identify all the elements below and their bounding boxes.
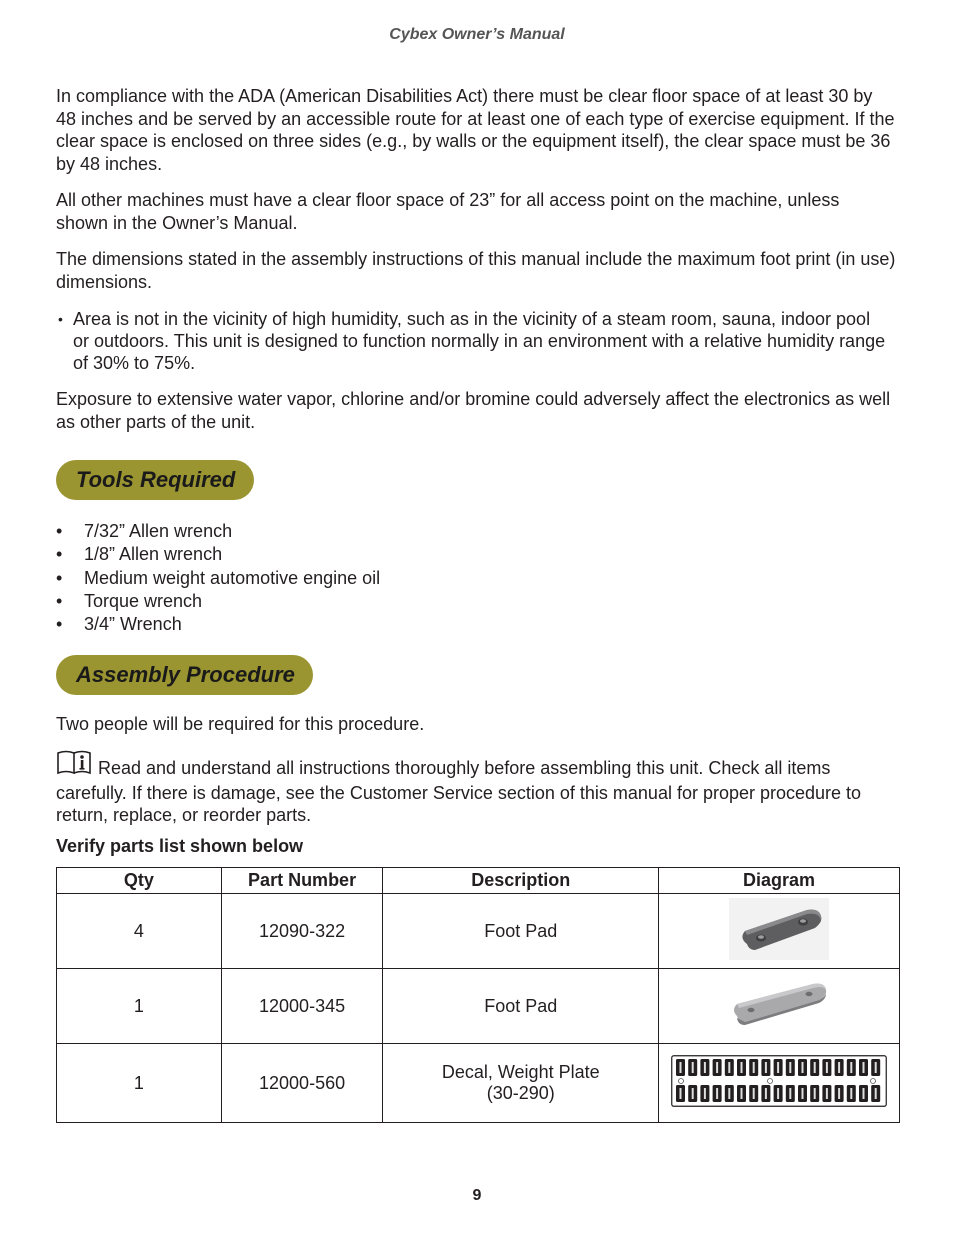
decal-tile-mark — [692, 1062, 694, 1073]
decal-tile-mark — [692, 1088, 694, 1099]
part-number-cell: 12000-345 — [221, 969, 383, 1044]
qty-cell: 1 — [57, 1044, 222, 1123]
qty-cell: 4 — [57, 894, 222, 969]
table-row — [57, 1044, 900, 1123]
decal-tile-mark — [753, 1062, 755, 1073]
decal-tile-mark — [765, 1088, 767, 1099]
diagram-cell — [659, 894, 900, 969]
tool-item: • 1/8” Allen wrench — [56, 544, 223, 565]
part-number-cell: 12000-560 — [221, 1044, 383, 1123]
decal-tile-mark — [814, 1062, 816, 1073]
column-header-diagram: Diagram — [659, 868, 900, 894]
manual-info-icon — [56, 749, 94, 782]
tool-item: • Medium weight automotive engine oil — [56, 567, 381, 588]
weight-plate-decal-image — [671, 1055, 887, 1107]
decal-tile-mark — [850, 1088, 852, 1099]
decal-tile-mark — [814, 1088, 816, 1099]
page-number: 9 — [472, 1187, 482, 1204]
table-row — [57, 894, 900, 969]
decal-tile-mark — [838, 1088, 840, 1099]
humidity-bullet-text: Area is not in the vicinity of high humidity, such as in the vicinity of a steam room, sauna, indoor pool or outdoors. This unit is designed to function normally in an environment with a relative humidity range of 30% to 75%. — [73, 309, 886, 373]
verify-parts-heading: Verify parts list shown below — [56, 836, 304, 856]
description-cell: Foot Pad — [383, 969, 659, 1044]
decal-tile-mark — [716, 1088, 718, 1099]
humidity-bullet — [58, 308, 888, 374]
decal-tile-mark — [802, 1062, 804, 1073]
decal-tile-mark — [863, 1088, 865, 1099]
description-cell — [383, 1044, 659, 1123]
decal-tile-mark — [789, 1088, 791, 1099]
qty-cell: 1 — [57, 969, 222, 1044]
decal-tile-mark — [680, 1062, 682, 1073]
decal-tile-mark — [777, 1088, 779, 1099]
tools-list — [56, 520, 380, 636]
dimensions-paragraph: The dimensions stated in the assembly instructions of this manual include the maximum foot print (in use) dimensions. — [56, 249, 896, 292]
diagram-cell — [659, 969, 900, 1044]
light-foot-pad-image — [729, 980, 829, 1028]
decal-tile-mark — [728, 1088, 730, 1099]
description-line-1: Decal, Weight Plate — [441, 1062, 600, 1082]
decal-tile-mark — [826, 1062, 828, 1073]
table-row — [57, 969, 900, 1044]
bullet-dot: • — [58, 311, 63, 327]
exposure-paragraph: Exposure to extensive water vapor, chlorine and/or bromine could adversely affect the electronics as well as other parts of the unit. — [56, 389, 891, 432]
part-number-cell: 12090-322 — [221, 894, 383, 969]
ada-paragraph: In compliance with the ADA (American Disabilities Act) there must be clear floor space of at least 30 by 48 inches and be served by an accessible route for at least one of each type of exercise equipment. If the clear space is enclosed on three sides (e.g., by walls or the equipment itself), the clear space must be 36 by 48 inches. — [56, 86, 895, 174]
decal-tile-mark — [826, 1088, 828, 1099]
decal-tile-mark — [777, 1062, 779, 1073]
running-header: Cybex Owner’s Manual — [389, 26, 565, 43]
read-instructions-text: Read and understand all instructions thoroughly before assembling this unit. Check all items carefully. If there is damage, see the Customer Service section of this manual for proper procedure to return, replace, or reorder parts. — [56, 758, 862, 825]
dark-foot-pad-image — [729, 898, 829, 960]
decal-tile-mark — [789, 1062, 791, 1073]
column-header-part-number: Part Number — [221, 868, 383, 894]
diagram-cell — [659, 1044, 900, 1123]
parts-table — [56, 867, 900, 1123]
decal-tile-mark — [728, 1062, 730, 1073]
tool-item: • 3/4” Wrench — [56, 614, 182, 635]
decal-tile-mark — [741, 1088, 743, 1099]
decal-tile-mark — [838, 1062, 840, 1073]
clear-space-paragraph: All other machines must have a clear floor space of 23” for all access point on the machine, unless shown in the Owner’s Manual. — [56, 190, 840, 233]
decal-tile-mark — [741, 1062, 743, 1073]
tools-required-heading: Tools Required — [56, 460, 254, 500]
decal-tile-mark — [802, 1088, 804, 1099]
read-instructions-note — [56, 749, 896, 826]
assembly-procedure-heading: Assembly Procedure — [56, 655, 313, 695]
decal-tile-mark — [680, 1088, 682, 1099]
decal-tile-mark — [765, 1062, 767, 1073]
tool-item: • 7/32” Allen wrench — [56, 521, 233, 541]
decal-tile-mark — [704, 1088, 706, 1099]
decal-tile-mark — [850, 1062, 852, 1073]
table-header-row — [57, 868, 900, 894]
decal-tile-mark — [875, 1062, 877, 1073]
column-header-qty: Qty — [57, 868, 222, 894]
decal-tile-mark — [875, 1088, 877, 1099]
decal-tile-mark — [863, 1062, 865, 1073]
column-header-description: Description — [383, 868, 659, 894]
two-people-note: Two people will be required for this procedure. — [56, 714, 425, 734]
description-line-2: (30-290) — [486, 1083, 555, 1103]
tool-item: • Torque wrench — [56, 590, 203, 611]
decal-tile-mark — [704, 1062, 706, 1073]
description-cell: Foot Pad — [383, 894, 659, 969]
decal-tile-mark — [716, 1062, 718, 1073]
decal-tile-mark — [753, 1088, 755, 1099]
